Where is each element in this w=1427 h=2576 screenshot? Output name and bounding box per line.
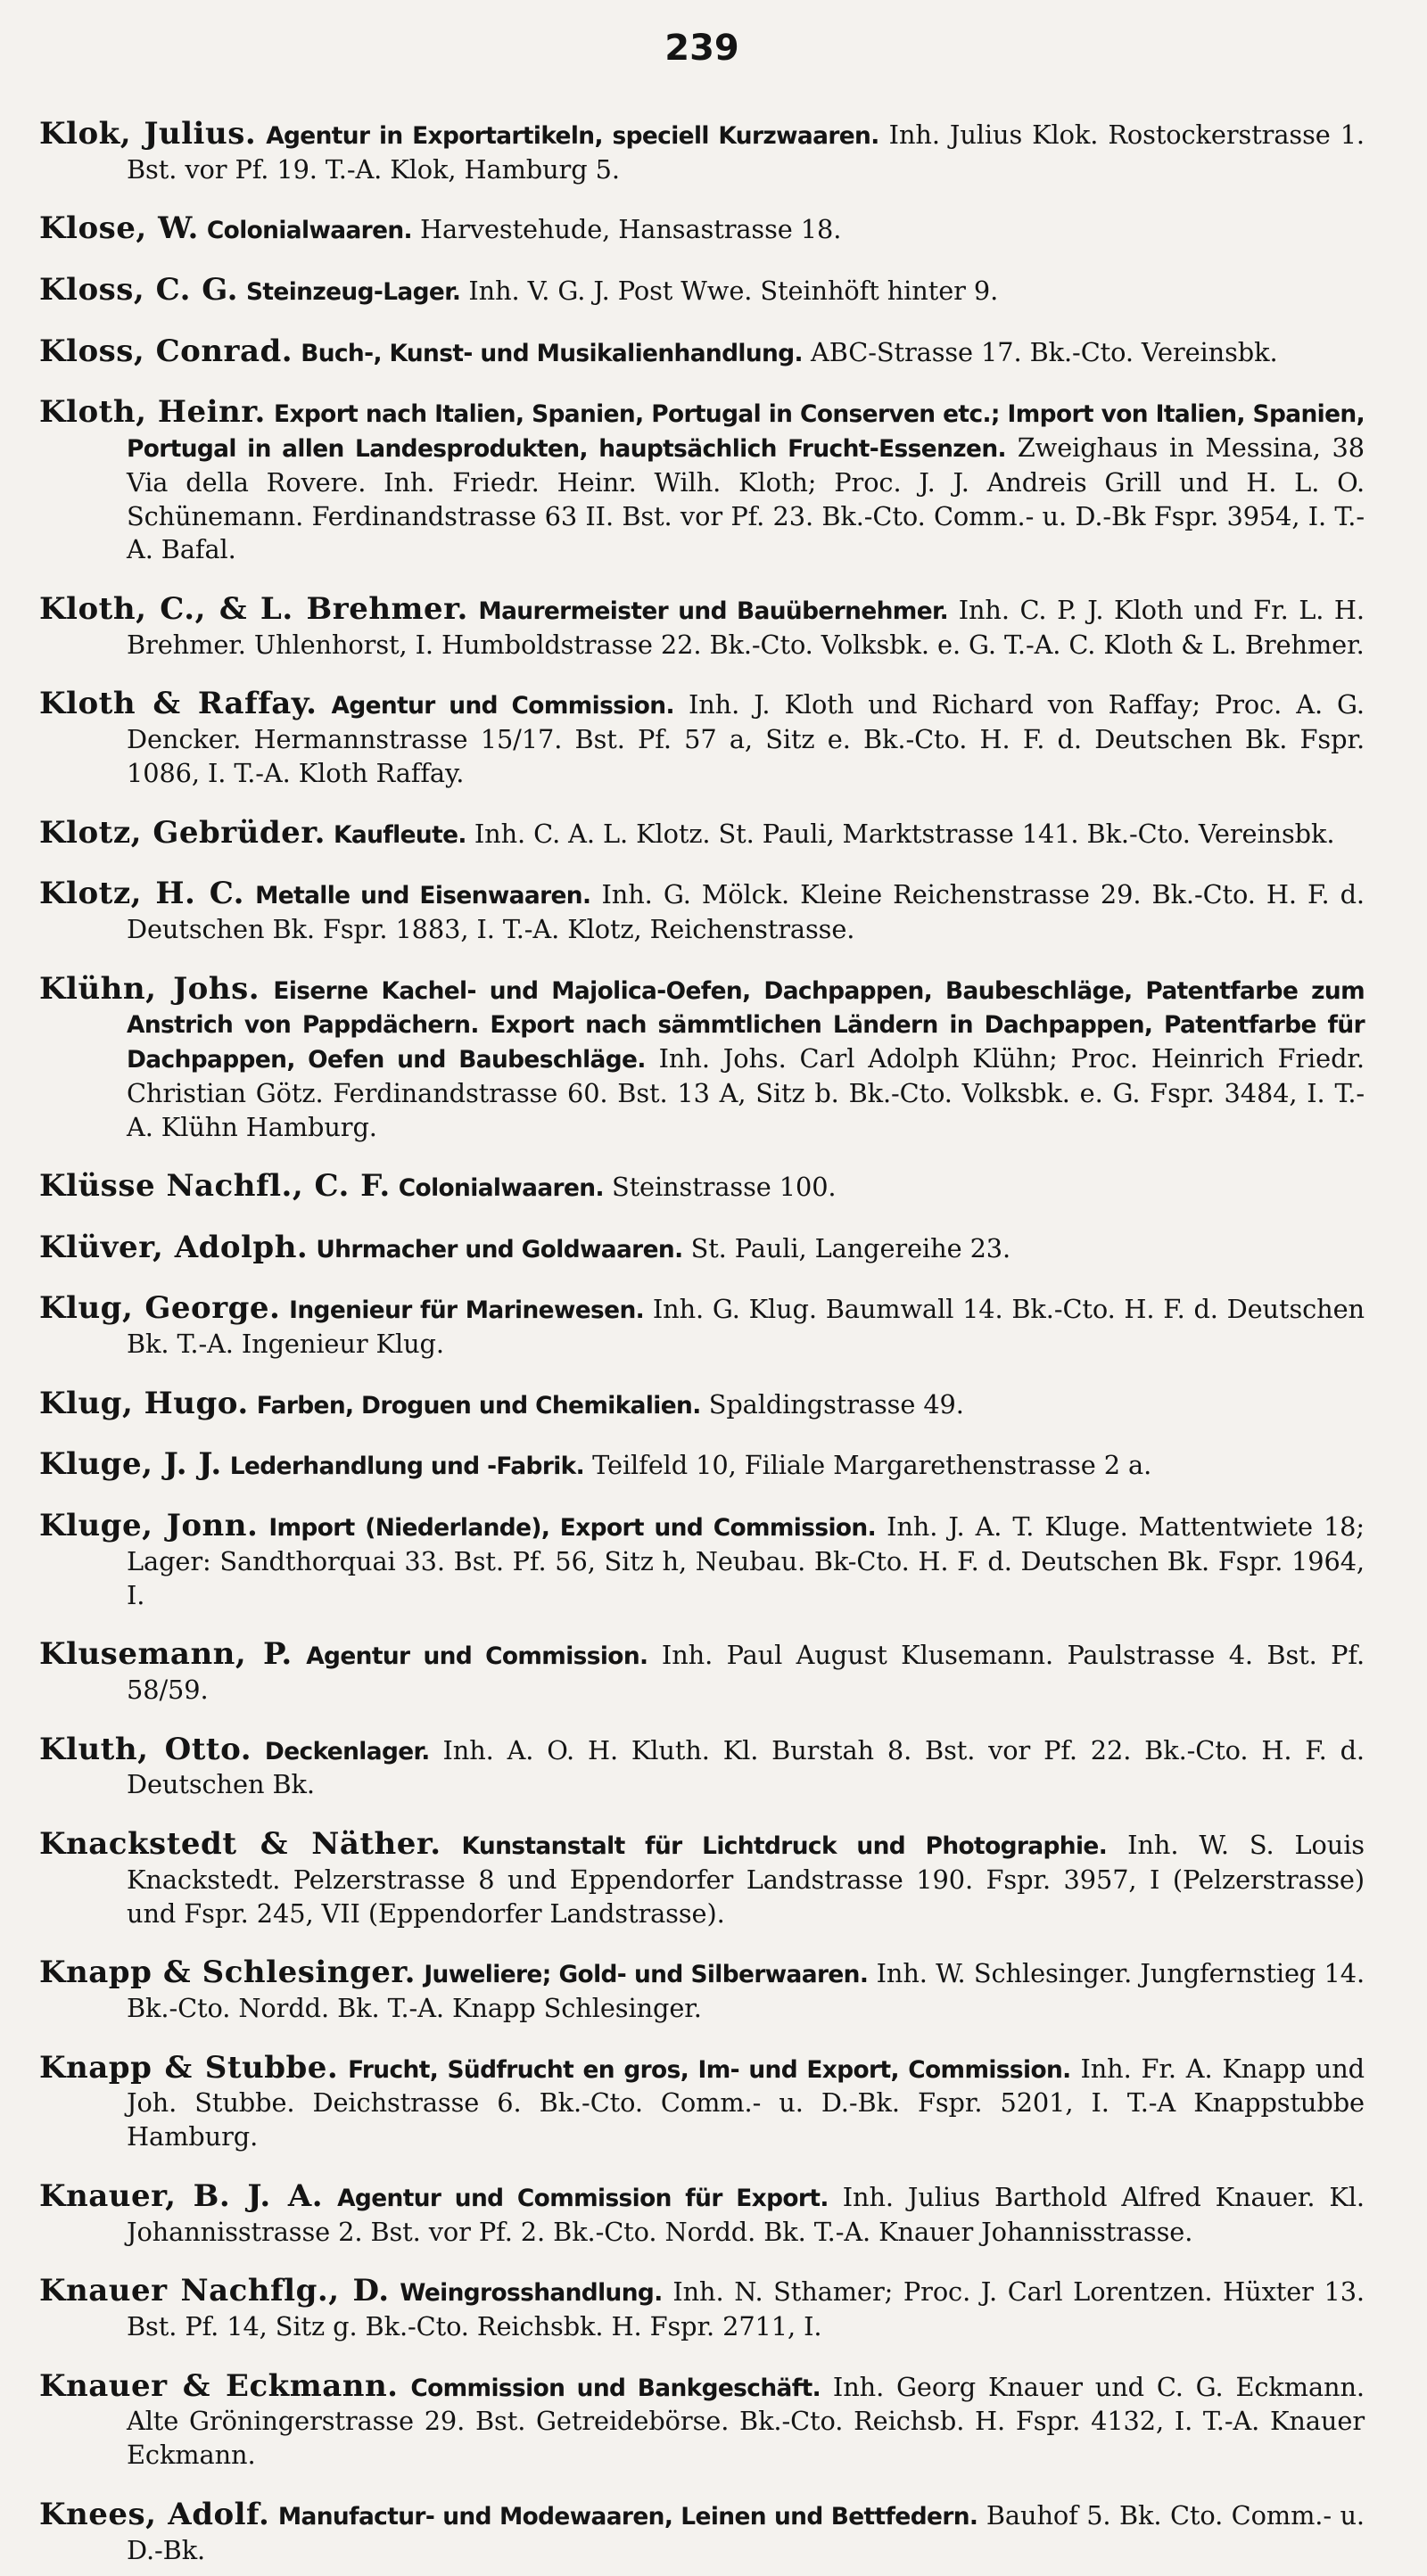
directory-page (39, 25, 1365, 2576)
directory-entry (39, 1956, 1365, 2026)
directory-entry (39, 1231, 1365, 1267)
directory-entry (39, 396, 1365, 567)
entry-business: Farben, Droguen und Chemikalien. (256, 1391, 701, 1420)
entry-details: Inh. Paul August Klusemann. Paulstrasse 4. Bst. Pf. 58/59. (127, 1640, 1365, 1706)
entry-details: Inh. J. Kloth und Richard von Raffay; Proc. A. G. Dencker. Hermannstrasse 15/17. Bst. Pf. 57 a, Sitz e. Bk.-Cto. H. F. d. Deutschen Bk. Fspr. 1086, I. T.-A. Kloth Raffay. (127, 689, 1365, 788)
entry-name: Klug, George. (39, 1290, 281, 1327)
entry-business: Kaufleute. (334, 820, 466, 849)
entry-name: Kloth & Raffay. (39, 686, 318, 722)
entry-business: Eiserne Kachel- und Majolica-Oefen, Dachpappen, Baubeschläge, Patentfarbe zum Anstrich von Pappdächern. Export nach sämmtlichen Ländern in Dachpappen, Patentfarbe für Dachpappen, Oefen und Baubeschläge. (127, 976, 1365, 1074)
entry-business: Colonialwaaren. (398, 1174, 604, 1203)
directory-entry (39, 1448, 1365, 1484)
entry-name: Knees, Adolf. (39, 2496, 270, 2532)
entry-details: Inh. G. Klug. Baumwall 14. Bk.-Cto. H. F. d. Deutschen Bk. T.-A. Ingenieur Klug. (127, 1294, 1365, 1360)
entry-business: Kunstanstalt für Lichtdruck und Photographie. (461, 1832, 1108, 1861)
directory-entry (39, 1292, 1365, 1362)
directory-entry (39, 2367, 1365, 2473)
entry-name: Klug, Hugo. (39, 1385, 249, 1421)
directory-entry (39, 1638, 1365, 1708)
entry-name: Klüsse Nachfl., C. F. (39, 1168, 391, 1205)
entry-details: Inh. Johs. Carl Adolph Klühn; Proc. Heinrich Friedr. Christian Götz. Ferdinandstrasse 60. Bst. 13 A, Sitz b. Bk.-Cto. Volksbk. e. G. Fspr. 3484, I. T.-A. Klühn Hamburg. (127, 1043, 1365, 1142)
directory-entry (39, 1828, 1365, 1930)
directory-entry (39, 814, 1365, 852)
entry-business: Metalle und Eisenwaaren. (255, 882, 591, 910)
entry-business: Lederhandlung und -Fabrik. (229, 1453, 585, 1481)
entry-business: Commission und Bankgeschäft. (410, 2374, 821, 2402)
entry-name: Kloss, C. G. (39, 271, 238, 308)
entry-business: Agentur in Exportartikeln, speciell Kurzwaaren. (266, 122, 879, 150)
entry-name: Knauer Nachflg., D. (39, 2273, 390, 2309)
entry-details: Bauhof 5. Bk. Cto. Comm.- u. D.-Bk. (127, 2499, 1365, 2565)
entry-name: Kluge, J. J. (39, 1446, 222, 1483)
entry-name: Kluge, Jonn. (39, 1508, 259, 1544)
entry-name: Kloth, Heinr. (39, 394, 266, 431)
directory-entries (39, 118, 1365, 2567)
entry-name: Knapp & Stubbe. (39, 2049, 339, 2086)
entry-business: Deckenlager. (264, 1737, 430, 1765)
entry-business: Uhrmacher und Goldwaaren. (316, 1235, 683, 1263)
directory-entry (39, 212, 1365, 248)
entry-name: Klotz, Gebrüder. (39, 814, 326, 851)
page-number: 239 (664, 28, 739, 69)
entry-name: Klotz, H. C. (39, 876, 245, 912)
entry-details: Inh. V. G. J. Post Wwe. Steinhöft hinter 9. (468, 275, 999, 306)
entry-name: Kloss, Conrad. (39, 333, 293, 369)
directory-entry (39, 1170, 1365, 1206)
entry-name: Klühn, Johs. (39, 970, 260, 1007)
directory-entry (39, 1510, 1365, 1612)
entry-details: Inh. Fr. A. Knapp und Joh. Stubbe. Deichstrasse 6. Bk.-Cto. Comm.- u. D.-Bk. Fspr. 5201, I. T.-A Knappstubbe Hamburg. (127, 2053, 1365, 2152)
entry-details: Inh. W. Schlesinger. Jungfernstieg 14. Bk.-Cto. Nordd. Bk. T.-A. Knapp Schlesinger. (127, 1958, 1365, 2024)
entry-details: Inh. Georg Knauer und C. G. Eckmann. Alte Gröningerstrasse 29. Bst. Getreidebörse. Bk.-Cto. Reichsb. H. Fspr. 4132, I. T.-A. Knauer Eckmann. (127, 2371, 1365, 2471)
entry-details: Spaldingstrasse 49. (708, 1388, 964, 1420)
entry-name: Kluth, Otto. (39, 1731, 252, 1767)
entry-details: Inh. A. O. H. Kluth. Kl. Burstah 8. Bst. vor Pf. 22. Bk.-Cto. H. F. d. Deutschen Bk. (127, 1734, 1365, 1800)
entry-name: Knauer & Eckmann. (39, 2367, 399, 2404)
entry-details: Steinstrasse 100. (611, 1172, 837, 1203)
entry-business: Agentur und Commission. (331, 692, 674, 720)
entry-details: Inh. Julius Barthold Alfred Knauer. Kl. Johannisstrasse 2. Bst. vor Pf. 2. Bk.-Cto. Nordd. Bk. T.-A. Knauer Johannisstrasse. (127, 2181, 1365, 2247)
entry-details: Inh. N. Sthamer; Proc. J. Carl Lorentzen. Hüxter 13. Bst. Pf. 14, Sitz g. Bk.-Cto. Reichsbk. H. Fspr. 2711, I. (127, 2276, 1365, 2341)
entry-details: Inh. G. Mölck. Kleine Reichenstrasse 29. Bk.-Cto. H. F. d. Deutschen Bk. Fspr. 1883, I. T.-A. Klotz, Reichenstrasse. (127, 879, 1365, 944)
entry-name: Knapp & Schlesinger. (39, 1955, 417, 1991)
entry-details: Inh. W. S. Louis Knackstedt. Pelzerstrasse 8 und Eppendorfer Landstrasse 190. Fspr. 3957, I (Pelzerstrasse) und Fspr. 245, VII (Eppendorfer Landstrasse). (127, 1830, 1365, 1929)
directory-entry (39, 1387, 1365, 1423)
entry-business: Manufactur- und Modewaaren, Leinen und Bettfedern. (277, 2502, 978, 2531)
entry-name: Klusemann, P. (39, 1636, 293, 1673)
entry-business: Weingrosshandlung. (400, 2279, 663, 2308)
directory-entry (39, 118, 1365, 187)
directory-entry (39, 2498, 1365, 2568)
entry-business: Juweliere; Gold- und Silberwaaren. (424, 1961, 869, 1989)
entry-name: Kloth, C., & L. Brehmer. (39, 590, 468, 627)
entry-details: Inh. Julius Klok. Rostockerstrasse 1. Bst. vor Pf. 19. T.-A. Klok, Hamburg 5. (127, 119, 1365, 185)
entry-name: Klüver, Adolph. (39, 1229, 309, 1265)
entry-name: Klose, W. (39, 210, 199, 247)
directory-entry (39, 1733, 1365, 1803)
directory-entry (39, 335, 1365, 371)
entry-details: Teilfeld 10, Filiale Margarethenstrasse 2 a. (592, 1450, 1152, 1481)
entry-details: Zweighaus in Messina, 38 Via della Rovere. Inh. Friedr. Heinr. Wilh. Kloth; Proc. J. J. Andreis Grill und H. L. O. Schünemann. Ferdinandstrasse 63 II. Bst. vor Pf. 23. Bk.-Cto. Comm.- u. D.-Bk Fspr. 3954, I. T.-A. Bafal. (127, 432, 1365, 565)
directory-entry (39, 687, 1365, 790)
entry-business: Buch-, Kunst- und Musikalienhandlung. (301, 339, 803, 367)
directory-entry (39, 271, 1365, 309)
entry-business: Export nach Italien, Spanien, Portugal in Conserven etc.; Import von Italien, Spanien, Portugal in allen Landesprodukten, hauptsächlich Frucht-Essenzen. (127, 400, 1365, 463)
directory-entry (39, 590, 1365, 663)
entry-business: Maurermeister und Bauübernehmer. (478, 597, 949, 625)
entry-details: ABC-Strasse 17. Bk.-Cto. Vereinsbk. (811, 336, 1278, 367)
entry-business: Frucht, Südfrucht en gros, Im- und Export, Commission. (348, 2055, 1071, 2084)
entry-details: Inh. J. A. T. Kluge. Mattentwiete 18; Lager: Sandthorquai 33. Bst. Pf. 56, Sitz h, Neubau. Bk-Cto. H. F. d. Deutschen Bk. Fspr. 1964, I. (127, 1511, 1365, 1610)
entry-business: Ingenieur für Marinewesen. (289, 1296, 645, 1325)
directory-entry (39, 877, 1365, 947)
entry-business: Import (Niederlande), Export und Commission. (268, 1514, 877, 1543)
entry-name: Knackstedt & Näther. (39, 1826, 441, 1863)
directory-entry (39, 970, 1365, 1145)
entry-details: St. Pauli, Langereihe 23. (690, 1232, 1011, 1263)
entry-name: Klok, Julius. (39, 116, 257, 152)
entry-details: Inh. C. P. J. Kloth und Fr. L. H. Brehmer. Uhlenhorst, I. Humboldstrasse 22. Bk.-Cto. Volksbk. e. G. T.-A. C. Kloth & L. Brehmer. (127, 594, 1365, 660)
entry-business: Agentur und Commission für Export. (337, 2184, 829, 2212)
entry-business: Steinzeug-Lager. (245, 277, 461, 306)
directory-entry (39, 2177, 1365, 2250)
entry-details: Harvestehude, Hansastrasse 18. (420, 214, 842, 245)
directory-entry (39, 2275, 1365, 2344)
entry-details: Inh. C. A. L. Klotz. St. Pauli, Marktstrasse 141. Bk.-Cto. Vereinsbk. (474, 818, 1335, 849)
entry-business: Agentur und Commission. (306, 1642, 648, 1671)
entry-business: Colonialwaaren. (206, 217, 412, 245)
directory-entry (39, 2049, 1365, 2154)
entry-name: Knauer, B. J. A. (39, 2177, 324, 2214)
